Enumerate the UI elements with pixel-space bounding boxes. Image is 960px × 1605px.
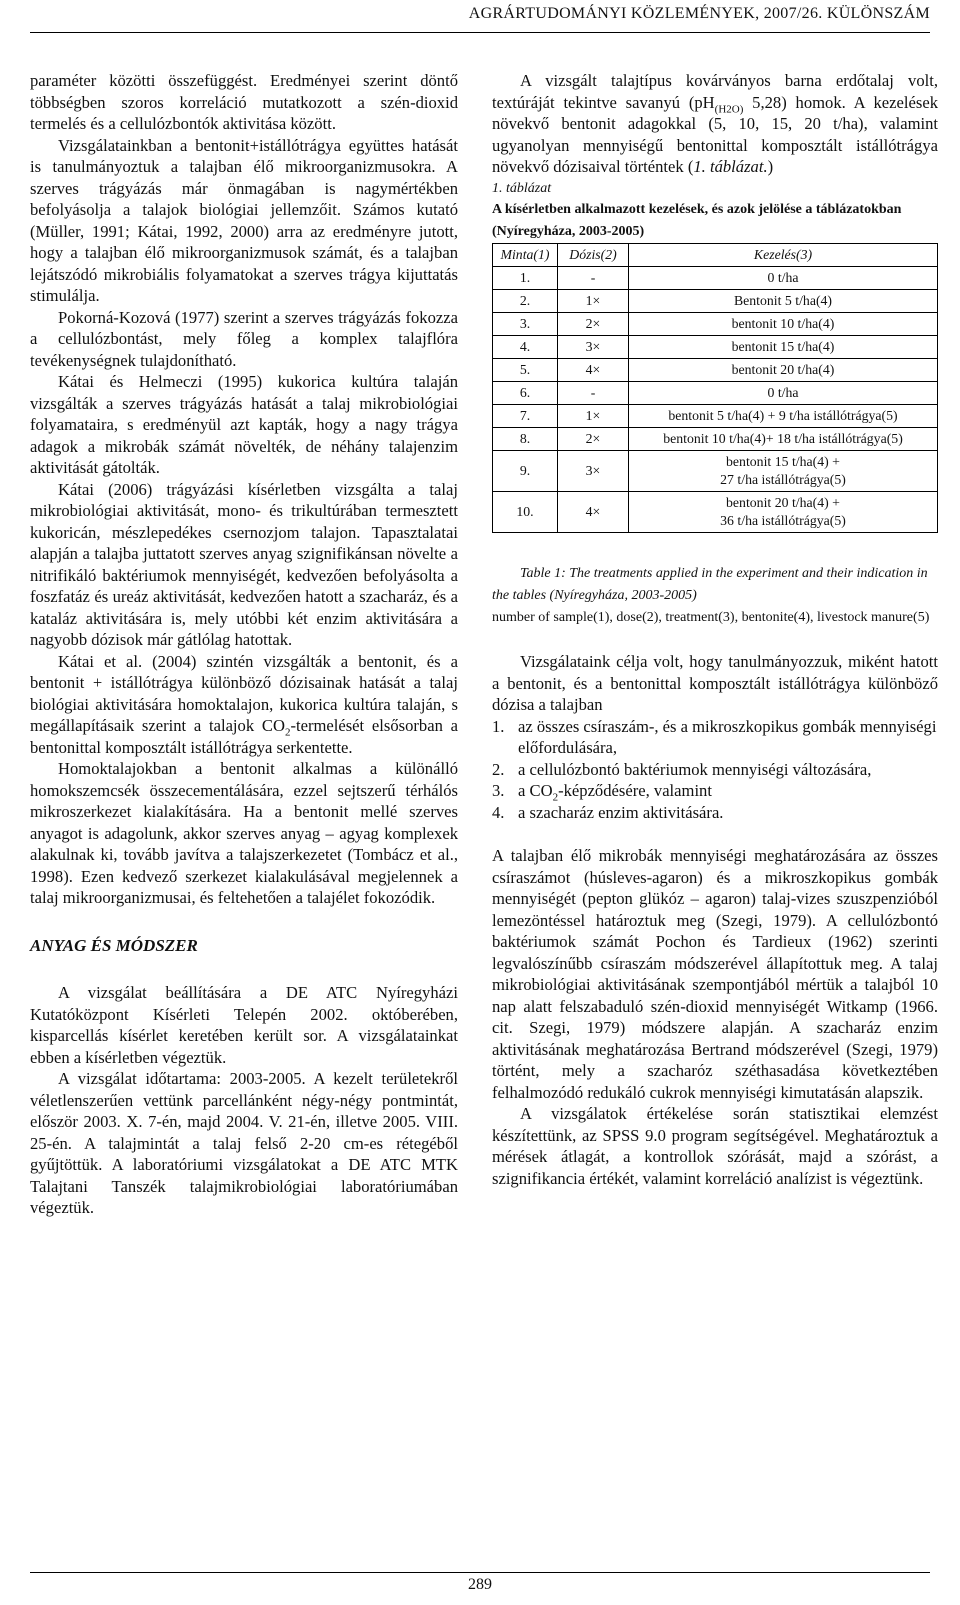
table-row bbox=[493, 290, 938, 313]
paragraph: Vizsgálatainkban a bentonit+istállótrágya együttes hatását is tanulmányoztuk a talajban élő mikroorganizmusokra. A szerves trágyázás már önmagában is nagymértékben befolyásolja a talajok biológiai jellemzőit. Számos kutató (Müller, 1991; Kátai, 1992, 2000) arra az eredményre jutott, hogy a talajban élő mikroorganizmusok számát, és a talajban lejátszódó mikrobiális folyamatokat a szerves trágya kijuttatás stimulálja. bbox=[30, 135, 458, 305]
table-cell: 2. bbox=[493, 290, 558, 313]
table-cell: 1× bbox=[558, 290, 629, 313]
table-header-row bbox=[493, 244, 938, 267]
paragraph: Kátai (2006) trágyázási kísérletben vizsgálta a talaj mikrobiológiai aktivitását, mono- és trikultúrában termesztett kukoricán, mészlepedékes csernozjom talajon. Tapasztalatai alapján a talajba juttatott szerves anyag szignifikánsan növelte a nitrifikáló baktériumok mennyiségét, kedvezően befolyásolta a foszfatáz és ureáz aktivitását, kedvezően hatott a szacharáz, és a kataláz aktivitására is, mely utóbbi két enzim aktivitására a nagyobb dózisok már gátlólag hatottak. bbox=[30, 479, 458, 649]
table-row bbox=[493, 405, 938, 428]
table-cell: Bentonit 5 t/ha(4) bbox=[629, 290, 938, 313]
table-cell: bentonit 20 t/ha(4) + 36 t/ha istállótrágya(5) bbox=[629, 492, 938, 533]
table-cell: 2× bbox=[558, 428, 629, 451]
table-cell: 6. bbox=[493, 382, 558, 405]
list-item: 2. a cellulózbontó baktériumok mennyiségi változására, bbox=[492, 759, 872, 779]
table-cell: 1× bbox=[558, 405, 629, 428]
journal-title: AGRÁRTUDOMÁNYI KÖZLEMÉNYEK, 2007/26. KÜLÖNSZÁM bbox=[468, 5, 930, 22]
table-row bbox=[493, 336, 938, 359]
table-cell: bentonit 10 t/ha(4) bbox=[629, 313, 938, 336]
column-header: Kezelés(3) bbox=[629, 244, 938, 267]
table-cell: 2× bbox=[558, 313, 629, 336]
table-label: 1. táblázat bbox=[492, 180, 552, 196]
paragraph: Vizsgálataink célja volt, hogy tanulmányozzuk, miként hatott a bentonit, és a bentonittal komposztált istállótrágya különböző dózisa a talajban bbox=[492, 652, 938, 714]
table-cell: - bbox=[558, 267, 629, 290]
table-cell: 0 t/ha bbox=[629, 382, 938, 405]
page-number: 289 bbox=[468, 1576, 492, 1593]
paragraph: A talajban élő mikrobák mennyiségi meghatározására az összes csíraszámot (húsleves-agaron) és a mikroszkopikus gombák mennyiségét (pepton glükóz – agaron) talaj-vizes szuszpenzióból lemezöntéssel határoztuk meg (Szegi, 1979). A cellulózbontó baktériumok számát Pochon és Tardieux (1962) szerinti legvalószínűbb csíraszám módszerével állapítottuk meg. A talaj mikrobiológiai aktivitásának szempontjából mértük a talajból 10 nap alatt felszabaduló szén-dioxid mennyiségét Witkamp (1966. cit. Szegi, 1979) módszere alapján. A szacharáz enzim aktivitásának meghatározása Bertrand módszerével (Szegi, 1979) történt, mely a szacharóz széthasadása következtében felhalmozódó redukáló cukrok mennyiségi kimutatásán alapszik. bbox=[492, 846, 938, 1102]
table-cell: 8. bbox=[493, 428, 558, 451]
table-cell: bentonit 15 t/ha(4) + 27 t/ha istállótrágya(5) bbox=[629, 451, 938, 492]
table-subtitle: (Nyíregyháza, 2003-2005) bbox=[492, 224, 645, 239]
aims-list bbox=[492, 716, 938, 824]
table-cell: 3× bbox=[558, 451, 629, 492]
table-cell: 3× bbox=[558, 336, 629, 359]
column-header: Minta(1) bbox=[493, 244, 558, 267]
paragraph: Homoktalajokban a bentonit alkalmas a különálló homokszemcsék összecementálására, ezzel sejtszerű térhálós mikroszerkezet kialakítására. Ha a bentonit mellé szerves anyagot is adagolunk, akkor szerves anyag – agyag komplexek alakulnak ki, tovább javítva a talajszerkezetet (Tombácz et al., 1998). Ezen kedvező szerkezet kialakulásával megjelennek a talaj mikroorganizmusai, és feltehetően a talajélet fokozódik. bbox=[30, 759, 458, 907]
table-cell: 10. bbox=[493, 492, 558, 533]
table-row bbox=[493, 428, 938, 451]
paragraph: A vizsgálatok értékelése során statisztikai elemzést készítettünk, az SPSS 9.0 program segítségével. Meghatároztuk a mérések átlagát, a kontrollok szórását, majd a szórást, a szignifikancia értékét, valamint korreláció analízist is végeztünk. bbox=[492, 1104, 938, 1188]
paragraph: Kátai et al. (2004) szintén vizsgálták a bentonit, és a bentonit + istállótrágya különböző dózisainak hatását a talaj biológiai aktivitására homoktalajon, kukorica kultúra talaján, s megállapításaik szerint a talajok $CO_2$-termelését elsősorban a bentonittal komposztált istállótrágya serkentette. bbox=[30, 651, 459, 757]
section-heading: ANYAG ÉS MÓDSZER bbox=[30, 935, 198, 955]
table-row bbox=[493, 313, 938, 336]
table-row bbox=[493, 267, 938, 290]
table-cell: 4× bbox=[558, 492, 629, 533]
table-cell: bentonit 5 t/ha(4) + 9 t/ha istállótrágya(5) bbox=[629, 405, 938, 428]
table-cell: 4× bbox=[558, 359, 629, 382]
table-cell: bentonit 20 t/ha(4) bbox=[629, 359, 938, 382]
list-item: 1. az összes csíraszám-, és a mikroszkopikus gombák mennyiségi előfordulására, bbox=[492, 716, 937, 757]
table-cell: bentonit 15 t/ha(4) bbox=[629, 336, 938, 359]
table-cell: 1. bbox=[493, 267, 558, 290]
paragraph: A vizsgált talajtípus kovárványos barna erdőtalaj volt, textúráját tekintve savanyú ($pH_{(H2O)}$ 5,28) homok. A kezelések növekvő bentonit adagokkal (5, 10, 15, 20 t/ha), valamint ugyanolyan mennyiségű bentonittal komposztált istállótrágya növekvő dózisaival történtek (1. táblázat.) bbox=[492, 71, 938, 176]
caption-english: Table 1: The treatments applied in the experiment and their indication in the tables (Nyíregyháza, 2003-2005) bbox=[492, 566, 928, 603]
paragraph: A vizsgálat beállítására a DE ATC Nyíregyházi Kutatóközpont Kísérleti Telepén 2002. októberében, kisparcellás kísérlet keretében került sor. A vizsgálatainkat ebben a kísérletben végeztük. bbox=[30, 983, 458, 1067]
table-row bbox=[493, 382, 938, 405]
paragraph: Kátai és Helmeczi (1995) kukorica kultúra talaján vizsgálták a szerves trágyázás hatását a talaj mikrobiológiai folyamataira, s eredményül azt kapták, hogy a nagy trágya adagok a mikrobák számát növelték, de néhány talajenzim aktivitását gátolták. bbox=[30, 372, 458, 477]
treatments-table bbox=[492, 243, 938, 533]
table-row bbox=[493, 359, 938, 382]
left-column bbox=[30, 70, 458, 1219]
table-cell: 5. bbox=[493, 359, 558, 382]
table-cell: bentonit 10 t/ha(4)+ 18 t/ha istállótrágya(5) bbox=[629, 428, 938, 451]
column-header: Dózis(2) bbox=[558, 244, 629, 267]
table-title: A kísérletben alkalmazott kezelések, és azok jelölése a táblázatokban bbox=[492, 202, 902, 217]
running-header bbox=[30, 0, 930, 33]
paragraph: A vizsgálat időtartama: 2003-2005. A kezelt területekről véletlenszerűen vettünk parcellánként négy-négy pontmintát, először 2003. X. 7-én, majd 2004. V. 21-én, illetve 2005. VIII. 25-én. A talajmintát a talaj felső 2-20 cm-es rétegéből gyűjtöttük. A laboratóriumi vizsgálatokat a DE ATC MTK Talajtani Tanszék talajmikrobiológiai laboratóriumában végeztük. bbox=[30, 1069, 458, 1217]
table-cell: 3. bbox=[493, 313, 558, 336]
table-row bbox=[493, 492, 938, 533]
table-caption bbox=[492, 563, 938, 629]
table-cell: 0 t/ha bbox=[629, 267, 938, 290]
paragraph: paraméter közötti összefüggést. Eredményei szerint döntő többségben szoros korreláció mutatkozott a szén-dioxid termelés és a cellulózbontók aktivitása között. bbox=[30, 71, 458, 133]
table-cell: 4. bbox=[493, 336, 558, 359]
caption-legend: number of sample(1), dose(2), treatment(3), bentonite(4), livestock manure(5) bbox=[492, 610, 930, 625]
list-item: 3. a $CO_2$-képződésére, valamint bbox=[492, 781, 712, 804]
table-cell: 7. bbox=[493, 405, 558, 428]
table-cell: 9. bbox=[493, 451, 558, 492]
right-column bbox=[492, 70, 938, 1189]
table-row bbox=[493, 451, 938, 492]
table-cell: - bbox=[558, 382, 629, 405]
paragraph: Pokorná-Kozová (1977) szerint a szerves trágyázás fokozza a cellulózbontást, mely főleg a komplex talajflóra tevékenységnek tulajdonítható. bbox=[30, 307, 458, 370]
list-item: 4. a szacharáz enzim aktivitására. bbox=[492, 802, 724, 822]
footer-rule bbox=[30, 1572, 930, 1573]
